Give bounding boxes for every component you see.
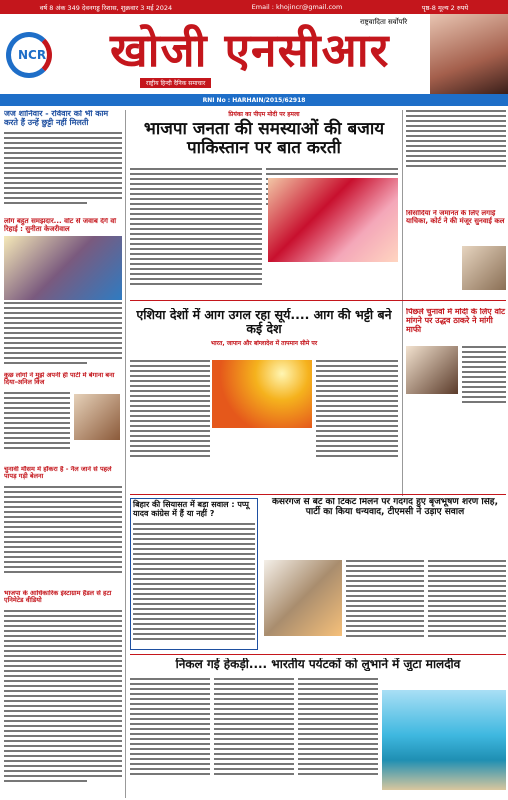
headline-log: लोग बहुत समझदार... वोट से जवाब देंगे वो रिहाई : सुनीता केजरीवाल <box>4 218 117 233</box>
article-bhajpa-side <box>4 590 122 604</box>
photo-sisodiya <box>462 246 506 290</box>
column-divider <box>402 304 403 496</box>
photo-brijbhushan <box>264 560 342 636</box>
text-block <box>130 678 378 798</box>
article-chunavi <box>4 466 122 480</box>
text-block <box>4 302 122 370</box>
text-block <box>130 360 210 490</box>
article-kuch <box>4 372 122 386</box>
subhead-asia: भारत, जापान और बांग्लादेश में तापमान सीमे पर <box>210 339 318 347</box>
article-jaj <box>4 110 122 128</box>
logo-text: NCR <box>18 48 47 62</box>
article-bharat <box>130 110 398 157</box>
tagline: राष्ट्रवादिता सर्वोपरि <box>360 18 408 26</box>
text-block <box>316 360 398 490</box>
headline-bharat: भाजपा जनता की समस्याओं की बजाय पाकिस्तान पर बात करती <box>143 119 385 158</box>
headline-chunavi: चुनावी मौसम में हॉकरा है - नैल जाने से पहले पापड़ गड़ी बेलना <box>4 466 112 481</box>
photo-uddhav <box>406 346 458 394</box>
section-divider <box>130 654 506 655</box>
headline-sisodiya: सिसोदिया ने जमानत के लिए लगाई याचिका, कोर्ट ने की मंजूर सुनवाई कल <box>406 210 505 225</box>
article-kaiser <box>264 498 506 518</box>
top-info-bar <box>0 0 508 14</box>
text-block <box>462 346 506 494</box>
headline-kuch: कुछ लोगों ने मुझे अपनी ही पार्टी में बेगाना बना दिया-अनिल विज <box>4 372 115 387</box>
article-nikal <box>130 658 506 671</box>
text-block <box>4 610 122 798</box>
article-bihar <box>130 498 258 650</box>
photo-priyanka <box>268 178 398 262</box>
text-block <box>4 486 122 586</box>
headline-bihar: बिहार की सियासत में बड़ा सवाल : पप्पू यादव कांग्रेस में हैं या नहीं ? <box>133 500 249 518</box>
headline-pichle: पिछले चुनावों में मोदी के लिए वोट मांगने पर उद्धव ठाकरे ने मांगी माफी <box>406 308 506 334</box>
article-log <box>4 218 122 233</box>
masthead-photo <box>430 14 508 94</box>
headline-jaj: जज शानिवार - रविवार को भी काम करते हैं उन्हें छुट्टी नहीं मिलती <box>4 110 109 127</box>
article-asia <box>130 308 398 347</box>
column-divider <box>125 110 126 798</box>
headline-bhajpa-side: भाजपा के आधिकारिक इंस्टाग्राम हैंडल से हटा एनिमेटेड वीडियो <box>4 590 112 605</box>
newspaper-title: खोजी एनसीआर <box>110 23 390 77</box>
email: Email : khojincr@gmail.com <box>251 3 343 11</box>
photo-heat <box>212 360 312 428</box>
kicker-bharat: प्रियंका का पीएम मोदी पर हमला <box>228 111 300 118</box>
price: पृष्ठ-8 मूल्य 2 रुपये <box>421 3 469 12</box>
headline-nikal: निकल गई हेकड़ी.... भारतीय पर्यटकों को लुभाने में जुटा मालदीव <box>175 658 461 671</box>
article-sisodiya <box>406 210 506 225</box>
subtitle: राष्ट्रीय हिन्दी दैनिक समाचार <box>140 78 211 88</box>
section-divider <box>130 300 506 301</box>
section-divider <box>130 494 506 495</box>
photo-kejriwal <box>4 236 122 300</box>
photo-maldives <box>382 690 506 790</box>
text-block <box>4 392 70 462</box>
text-block <box>346 560 506 650</box>
headline-asia: एशिया देशों में आग उगल रहा सूर्य.... आग की भट्टी बने कई देश <box>136 308 392 336</box>
text-block <box>4 132 122 216</box>
masthead <box>0 14 508 94</box>
headline-kaiser: कैसरगंज से बेटे को टिकट मिलने पर गदगद हुए बृजभूषण शरण सिंह, पार्टी का किया धन्यवाद, टीएमसी ने उड़ाए सवाल <box>271 498 499 517</box>
column-divider <box>402 110 403 310</box>
issue-info: वर्ष 8 अंक 349 देवनगड्ड रिशास, शुक्रवार 3 मई 2024 <box>39 3 173 12</box>
photo-vij <box>74 394 120 440</box>
rni-bar: RNI No : HARHAIN/2015/62918 <box>0 94 508 106</box>
article-pichle <box>406 308 506 334</box>
